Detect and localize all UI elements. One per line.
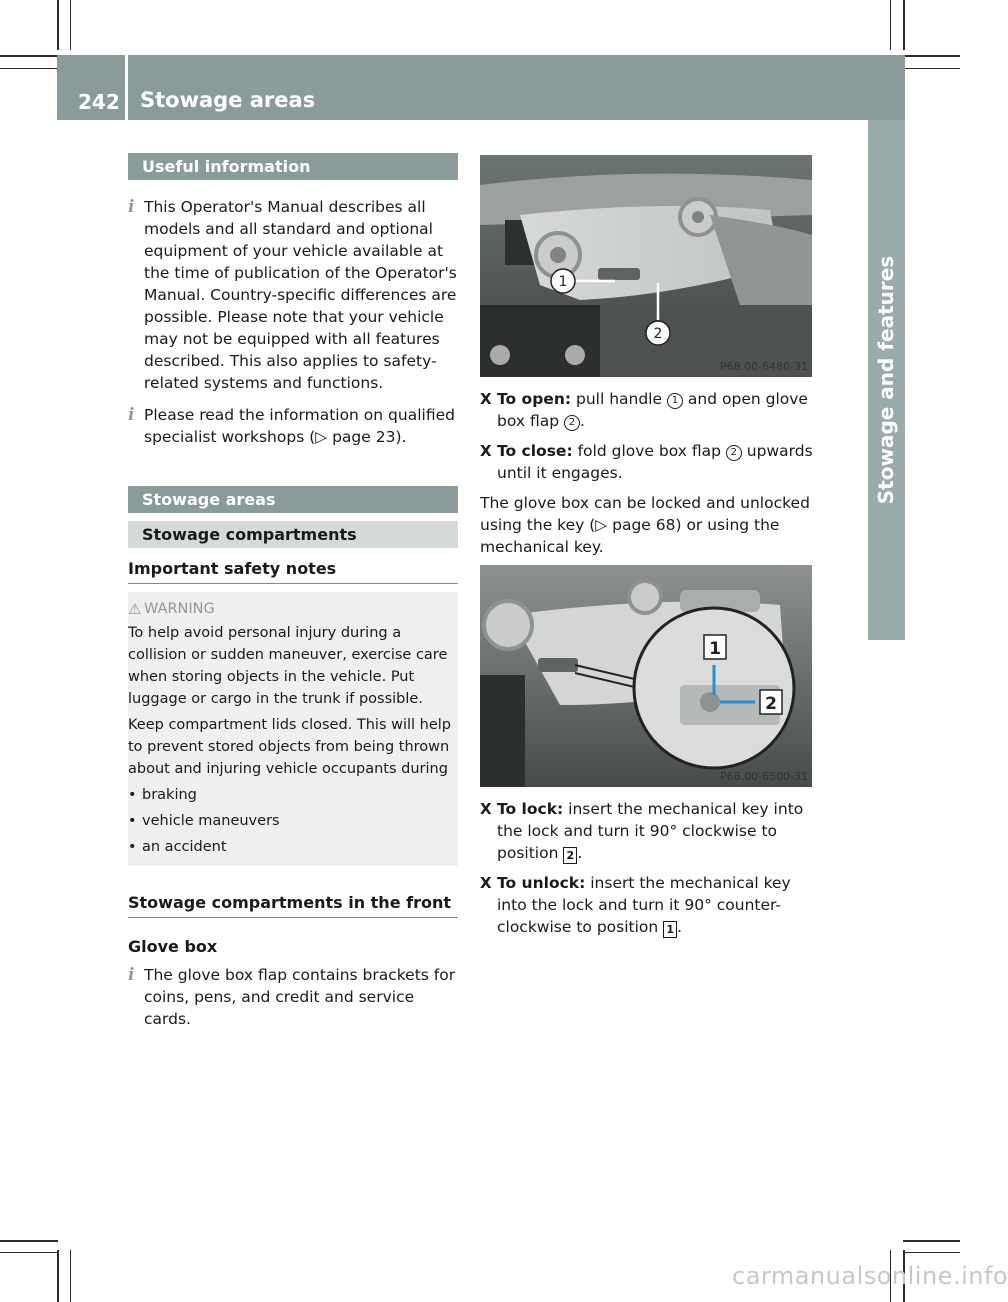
- side-tab-label: Stowage and features: [874, 255, 899, 505]
- crop-mark: [903, 0, 905, 50]
- glove-box-lock-photo: [480, 565, 812, 787]
- stowage-areas-heading: Stowage areas: [128, 486, 458, 513]
- svg-text:2: 2: [653, 326, 663, 342]
- position-1-ref: 1: [663, 921, 677, 938]
- info-note: i The glove box flap contains brackets for coins, pens, and credit and service cards.: [128, 965, 456, 1028]
- info-icon: i: [128, 405, 135, 425]
- photo-code: P68.00-6480-31: [719, 360, 808, 373]
- step-lock: X To lock: insert the mechanical key into the lock and turn it 90° clockwise to position 2 .: [480, 800, 804, 862]
- crop-mark: [0, 1240, 58, 1242]
- position-1-label: [704, 635, 726, 659]
- crop-mark: [70, 0, 71, 50]
- callout-2: [646, 321, 670, 345]
- warning-triangle-icon: ⚠: [128, 600, 142, 618]
- crop-mark: [0, 1252, 58, 1253]
- warning-para: To help avoid personal injury during a collision or sudden maneuver, exercise care when storing objects in the vehicle. Put luggage or cargo in the trunk if possible.: [128, 625, 448, 707]
- info-note: i Please read the information on qualified specialist workshops (▷ page 23).: [128, 405, 455, 446]
- crop-mark: [57, 0, 59, 50]
- info-icon: i: [128, 965, 135, 985]
- callout-1-ref: 1: [667, 393, 683, 409]
- arrow-icon: X: [480, 874, 492, 892]
- warning-title: ⚠ WARNING: [128, 600, 215, 618]
- position-2-label: [760, 690, 782, 714]
- crop-mark: [903, 1252, 960, 1253]
- left-column: [128, 153, 458, 1030]
- safety-notes-heading: Important safety notes: [128, 558, 458, 584]
- svg-text:2: 2: [765, 694, 777, 714]
- svg-text:1: 1: [709, 639, 721, 659]
- photo-code: P68.00-6500-31: [719, 770, 808, 783]
- glove-box-heading: Glove box: [128, 937, 218, 956]
- crop-mark: [0, 55, 58, 57]
- lock-paragraph: The glove box can be locked and unlocked using the key (▷ page 68) or using the mechanical key.: [480, 494, 810, 556]
- callout-1: [551, 269, 575, 293]
- callout-2-ref: 2: [726, 445, 742, 461]
- arrow-icon: X: [480, 800, 492, 818]
- crop-mark: [903, 55, 960, 57]
- open-close-steps: [480, 388, 815, 558]
- useful-info-heading: Useful information: [128, 153, 458, 180]
- arrow-icon: X: [480, 442, 492, 460]
- step-close: X To close: fold glove box flap 2 upwards until it engages.: [480, 442, 813, 482]
- callout-2-ref: 2: [564, 415, 580, 431]
- step-unlock: X To unlock: insert the mechanical key into the lock and turn it 90° counter-clockwise to position 1 .: [480, 874, 791, 936]
- step-open: X To open: pull handle 1 and open glove box flap 2 .: [480, 390, 808, 430]
- page-number: 242: [78, 90, 120, 114]
- svg-text:1: 1: [558, 274, 568, 290]
- glove-box-photo: [480, 155, 812, 377]
- list-item: • braking: [128, 787, 197, 803]
- list-item: • vehicle maneuvers: [128, 813, 280, 829]
- arrow-icon: X: [480, 390, 492, 408]
- info-note: i This Operator's Manual describes all models and all standard and optional equipment of your vehicle available at the time of publication of the Operator's Manual. Country-specific differences are possible. Please note that your vehicle may not be equipped with all features described. This also applies to safety-related systems and functions.: [128, 197, 457, 392]
- warning-box: [128, 592, 458, 866]
- crop-mark: [0, 68, 58, 69]
- position-2-ref: 2: [563, 847, 577, 864]
- warning-para: Keep compartment lids closed. This will help to prevent stored objects from being thrown about and injuring vehicle occupants during: [128, 717, 452, 777]
- crop-mark: [903, 68, 960, 69]
- front-compartments-heading: Stowage compartments in the front: [128, 892, 458, 918]
- crop-mark: [890, 0, 891, 50]
- lock-steps: [480, 798, 815, 938]
- watermark: carmanualsonline.info: [732, 1262, 1008, 1290]
- header-divider: [125, 55, 128, 120]
- stowage-compartments-heading: Stowage compartments: [128, 521, 458, 548]
- header-title: Stowage areas: [140, 88, 316, 112]
- crop-mark: [903, 1240, 960, 1242]
- info-icon: i: [128, 197, 135, 217]
- list-item: • an accident: [128, 839, 227, 855]
- crop-mark: [57, 1250, 59, 1302]
- crop-mark: [70, 1250, 71, 1302]
